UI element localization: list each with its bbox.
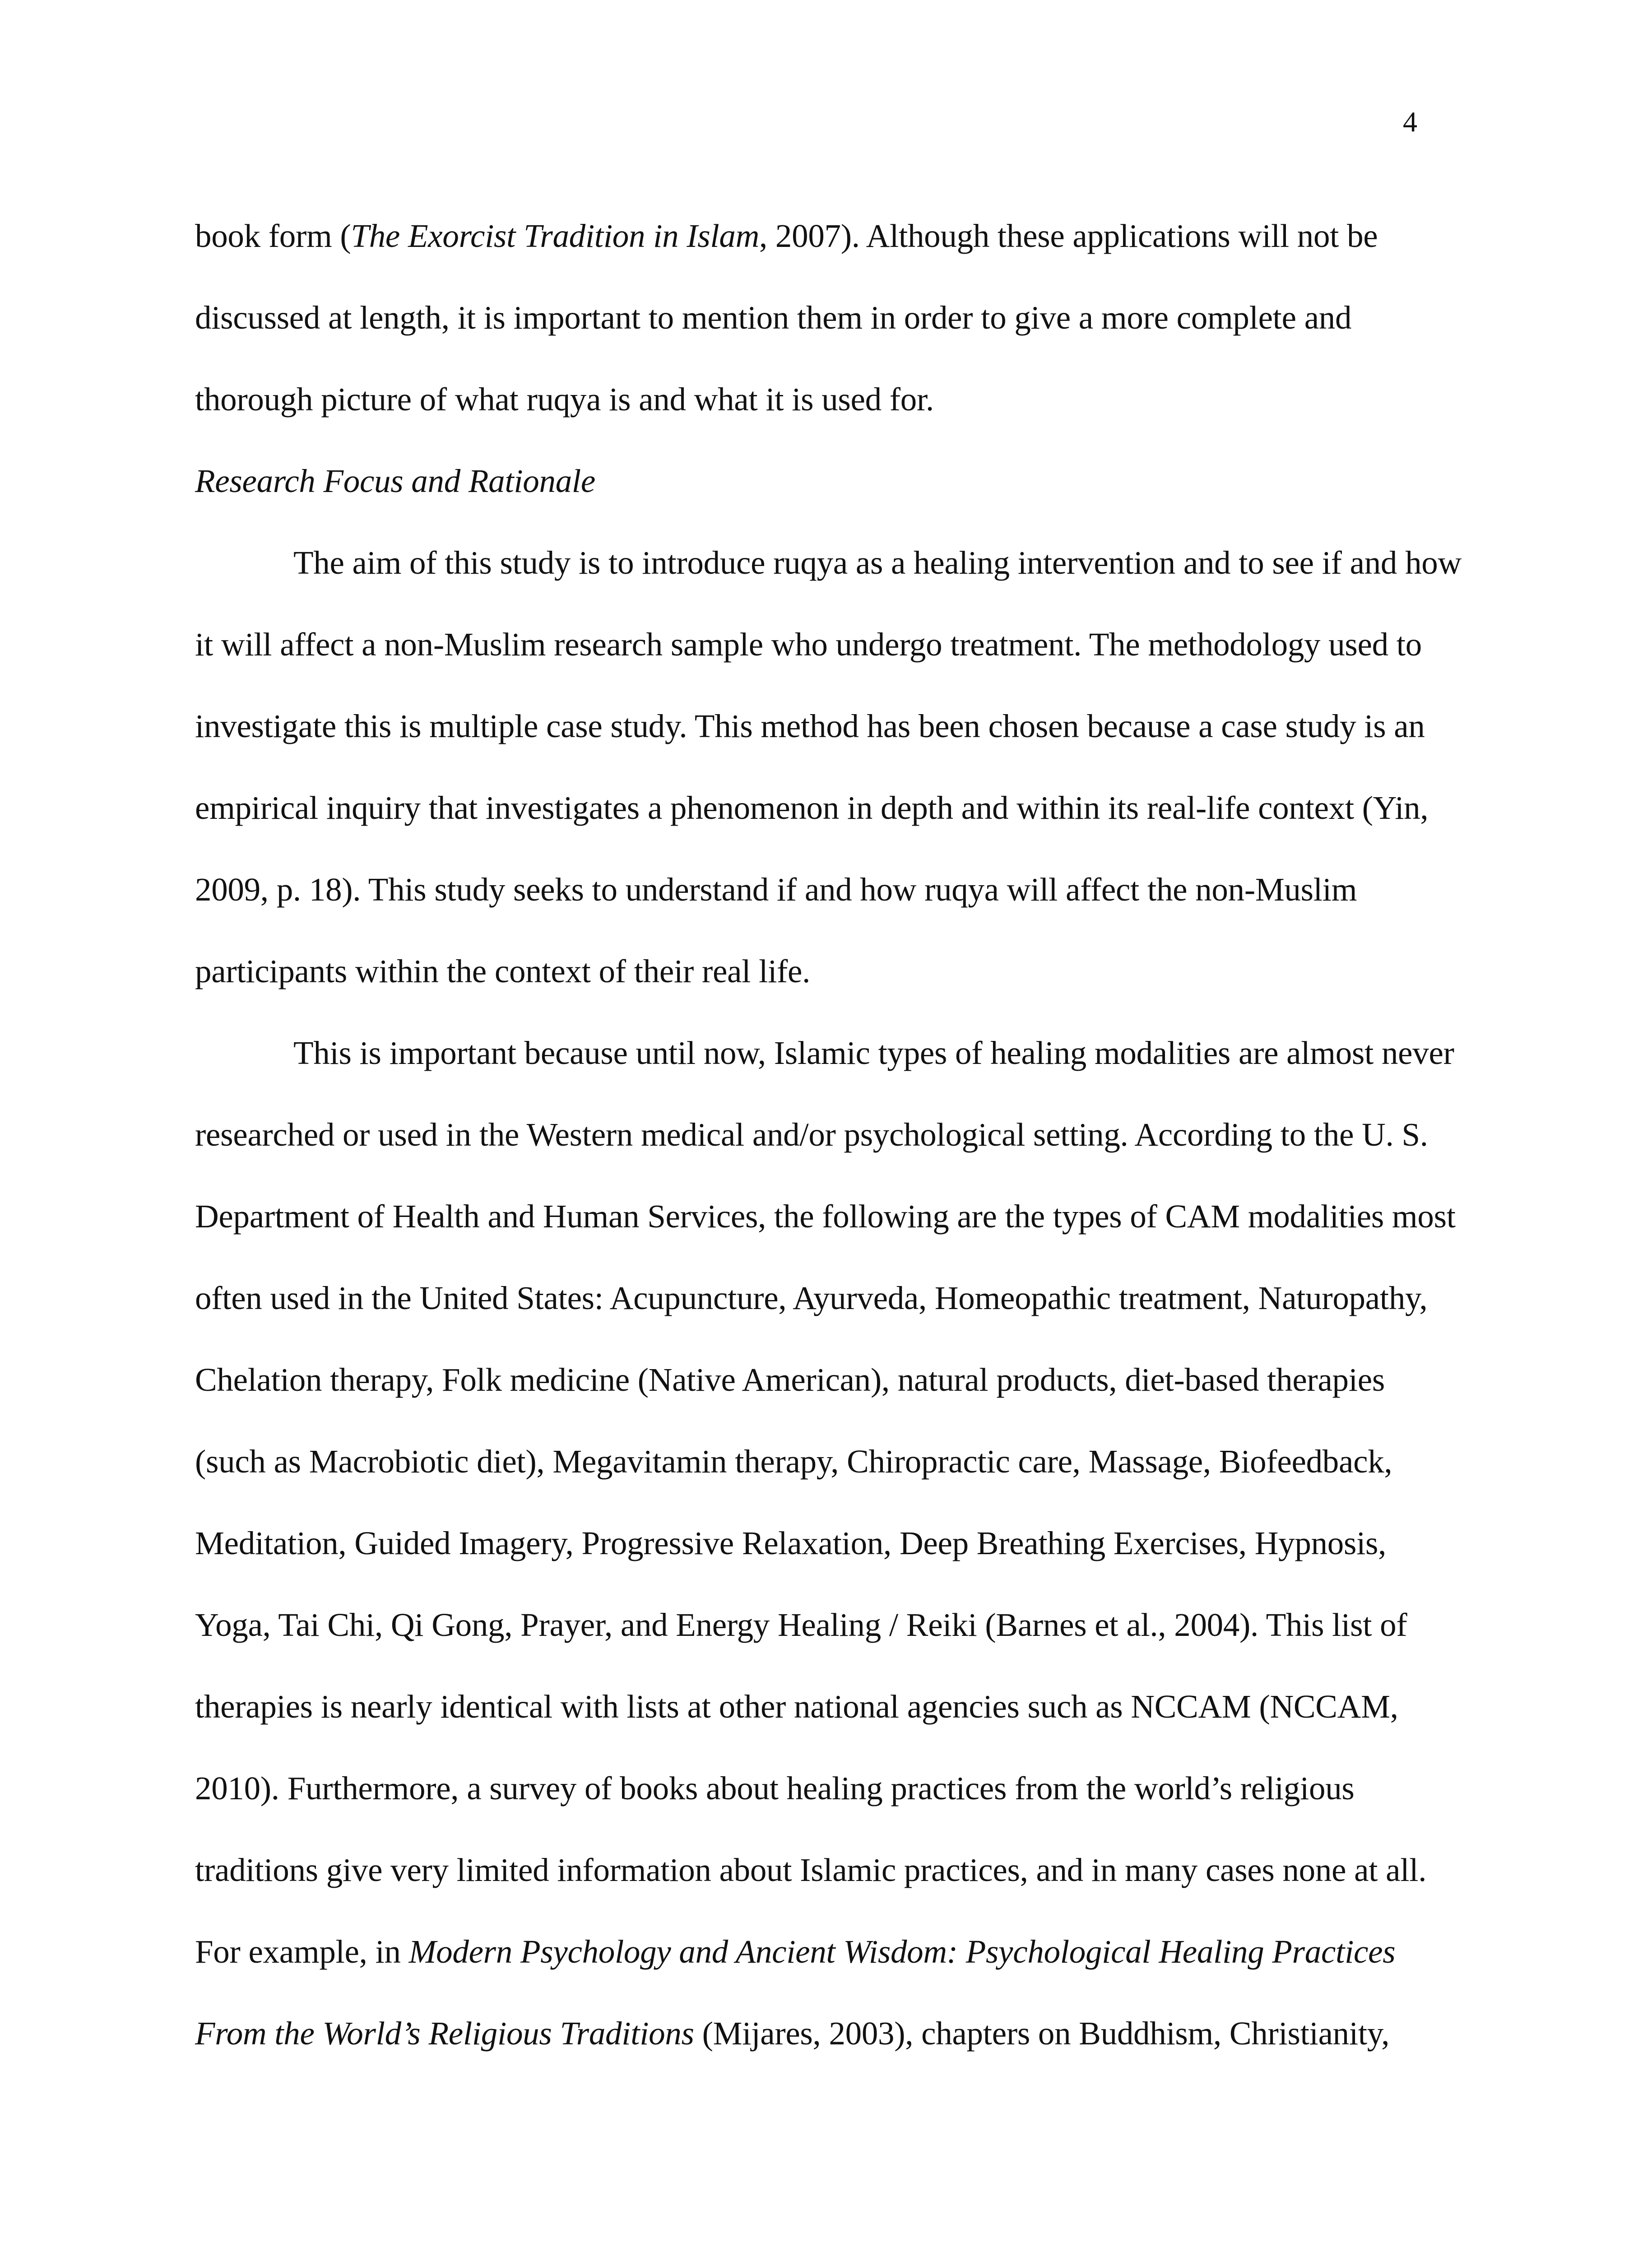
text-segment: book form ( xyxy=(195,218,351,254)
book-title-italic: The Exorcist Tradition in Islam xyxy=(351,218,760,254)
body-text-line: Department of Health and Human Services, the following are the types of CAM modalities most xyxy=(195,1198,1456,1235)
body-text-line: traditions give very limited information about Islamic practices, and in many cases none at all. xyxy=(195,1852,1427,1888)
body-text-line xyxy=(195,1935,1395,1968)
body-text-line xyxy=(195,219,1378,252)
body-text-line: often used in the United States: Acupuncture, Ayurveda, Homeopathic treatment, Naturopathy, xyxy=(195,1280,1428,1316)
body-text-line: researched or used in the Western medical and/or psychological setting. According to the U. S. xyxy=(195,1116,1428,1153)
body-text-line: therapies is nearly identical with lists at other national agencies such as NCCAM (NCCAM, xyxy=(195,1688,1398,1725)
page-number: 4 xyxy=(1403,106,1417,138)
book-title-italic: From the World’s Religious Traditions xyxy=(195,2015,694,2052)
body-text-line: This is important because until now, Islamic types of healing modalities are almost never xyxy=(293,1035,1454,1071)
body-text-line: Meditation, Guided Imagery, Progressive Relaxation, Deep Breathing Exercises, Hypnosis, xyxy=(195,1525,1387,1561)
body-text-line: (such as Macrobiotic diet), Megavitamin therapy, Chiropractic care, Massage, Biofeedback, xyxy=(195,1443,1392,1480)
section-heading-text: Research Focus and Rationale xyxy=(195,463,595,499)
book-title-italic: Modern Psychology and Ancient Wisdom: Psychological Healing Practices xyxy=(408,1933,1396,1970)
body-text-line: The aim of this study is to introduce ruqya as a healing intervention and to see if and how xyxy=(293,544,1462,581)
body-text-line: Yoga, Tai Chi, Qi Gong, Prayer, and Energy Healing / Reiki (Barnes et al., 2004). This list of xyxy=(195,1607,1407,1643)
body-text-line: 2010). Furthermore, a survey of books about healing practices from the world’s religious xyxy=(195,1770,1355,1807)
section-heading xyxy=(195,464,595,497)
body-text-line: investigate this is multiple case study. This method has been chosen because a case study is an xyxy=(195,708,1425,744)
body-text-line xyxy=(195,2017,1389,2050)
body-text-line: it will affect a non-Muslim research sample who undergo treatment. The methodology used to xyxy=(195,626,1422,663)
body-text-line: thorough picture of what ruqya is and what it is used for. xyxy=(195,381,934,418)
body-text-line: 2009, p. 18). This study seeks to understand if and how ruqya will affect the non-Muslim xyxy=(195,871,1357,908)
body-text-line: discussed at length, it is important to mention them in order to give a more complete and xyxy=(195,299,1352,336)
text-segment: , 2007). Although these applications will not be xyxy=(759,218,1378,254)
text-segment: For example, in xyxy=(195,1933,409,1970)
text-segment: (Mijares, 2003), chapters on Buddhism, Christianity, xyxy=(694,2015,1390,2052)
body-text-line: Chelation therapy, Folk medicine (Native American), natural products, diet-based therapies xyxy=(195,1361,1385,1398)
body-text-line: empirical inquiry that investigates a phenomenon in depth and within its real-life context (Yin, xyxy=(195,789,1429,826)
body-text-line: participants within the context of their real life. xyxy=(195,953,811,989)
